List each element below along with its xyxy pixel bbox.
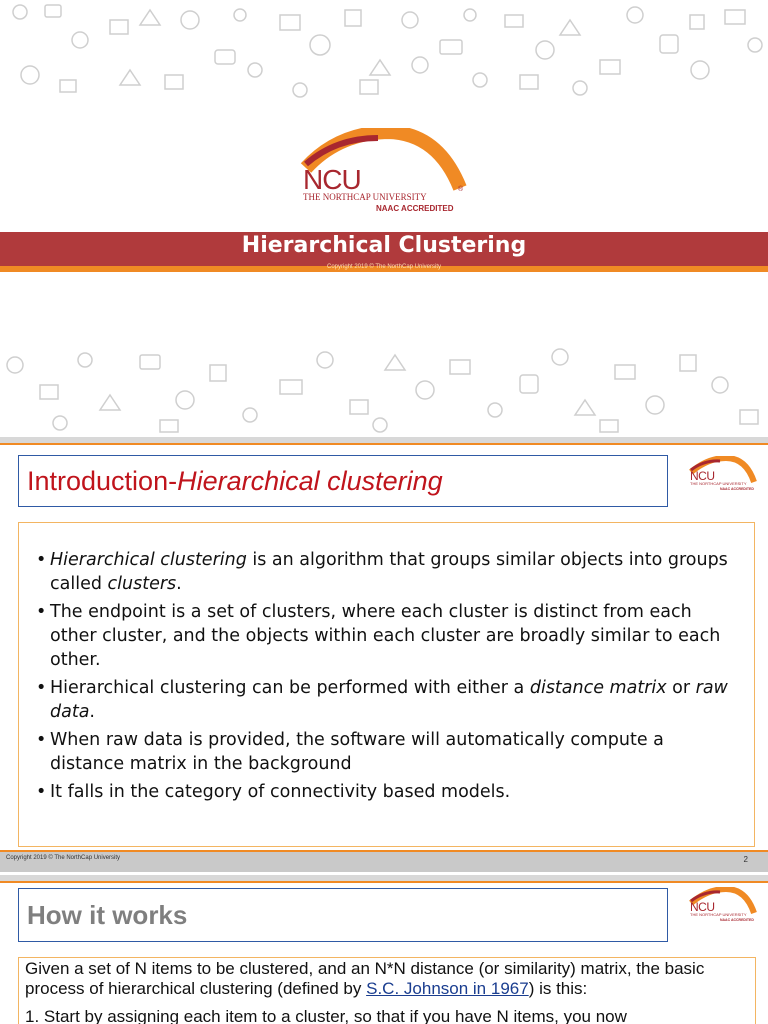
slide-title: Hierarchical Clustering <box>241 233 527 258</box>
ncu-logo <box>298 128 470 216</box>
ncu-logo-small <box>688 887 758 927</box>
logo-university-text: THE NORTHCAP UNIVERSITY <box>690 912 747 917</box>
bullet-list <box>32 548 742 808</box>
intro-slide <box>0 443 768 875</box>
list-item: • When raw data is provided, the software will automatically compute a distance matrix in the background <box>32 728 742 776</box>
logo-ncu-text: NCU <box>690 900 715 914</box>
intro-paragraph: Given a set of N items to be clustered, and an N*N distance (or similarity) matrix, the basic process of hierarchical clustering (defined by S.C. Johnson in 1967) is this: <box>25 959 705 998</box>
slide-top-line <box>0 881 768 883</box>
slide-heading: How it works <box>27 900 188 930</box>
slide-heading-box <box>18 455 668 507</box>
heading-italic: Hierarchical clustering <box>177 466 443 496</box>
list-item: • The endpoint is a set of clusters, where each cluster is distinct from each other cluster, and the objects within each cluster are broadly similar to each other. <box>32 600 742 672</box>
logo-university-text: THE NORTHCAP UNIVERSITY <box>303 192 427 202</box>
logo-ncu-text: NCU <box>690 469 715 483</box>
title-copyright: Copyright 2019 © The NorthCap University <box>326 264 442 270</box>
footer-copyright: Copyright 2019 © The NorthCap University <box>6 855 121 861</box>
title-slide <box>0 0 768 437</box>
slide-top-line <box>0 443 768 445</box>
list-item: • It falls in the category of connectivity based models. <box>32 780 742 804</box>
logo-ncu-text: NCU <box>303 164 361 195</box>
logo-university-text: THE NORTHCAP UNIVERSITY <box>690 481 747 486</box>
list-item: • Hierarchical clustering is an algorithm that groups similar objects into groups called clusters. <box>32 548 742 596</box>
doodle-pattern-top <box>0 0 768 105</box>
logo-naac-text: NAAC ACCREDITED <box>376 204 454 213</box>
slide-heading-box <box>18 888 668 942</box>
doodle-pattern-bottom <box>0 345 768 437</box>
slide-heading <box>27 466 443 497</box>
logo-registered-mark: ® <box>458 186 464 193</box>
slide-footer <box>0 850 768 872</box>
how-it-works-slide <box>0 881 768 1024</box>
logo-naac-text: NAAC ACCREDITED <box>720 487 754 491</box>
ncu-logo-small <box>688 456 758 496</box>
step-1: 1. Start by assigning each item to a cluster, so that if you have N items, you now <box>25 1007 627 1024</box>
heading-plain: Introduction- <box>27 466 178 496</box>
page-number: 2 <box>743 855 748 864</box>
logo-naac-text: NAAC ACCREDITED <box>720 918 754 922</box>
johnson-link[interactable]: S.C. Johnson in 1967 <box>366 979 529 998</box>
list-item: • Hierarchical clustering can be performed with either a distance matrix or raw data. <box>32 676 742 724</box>
